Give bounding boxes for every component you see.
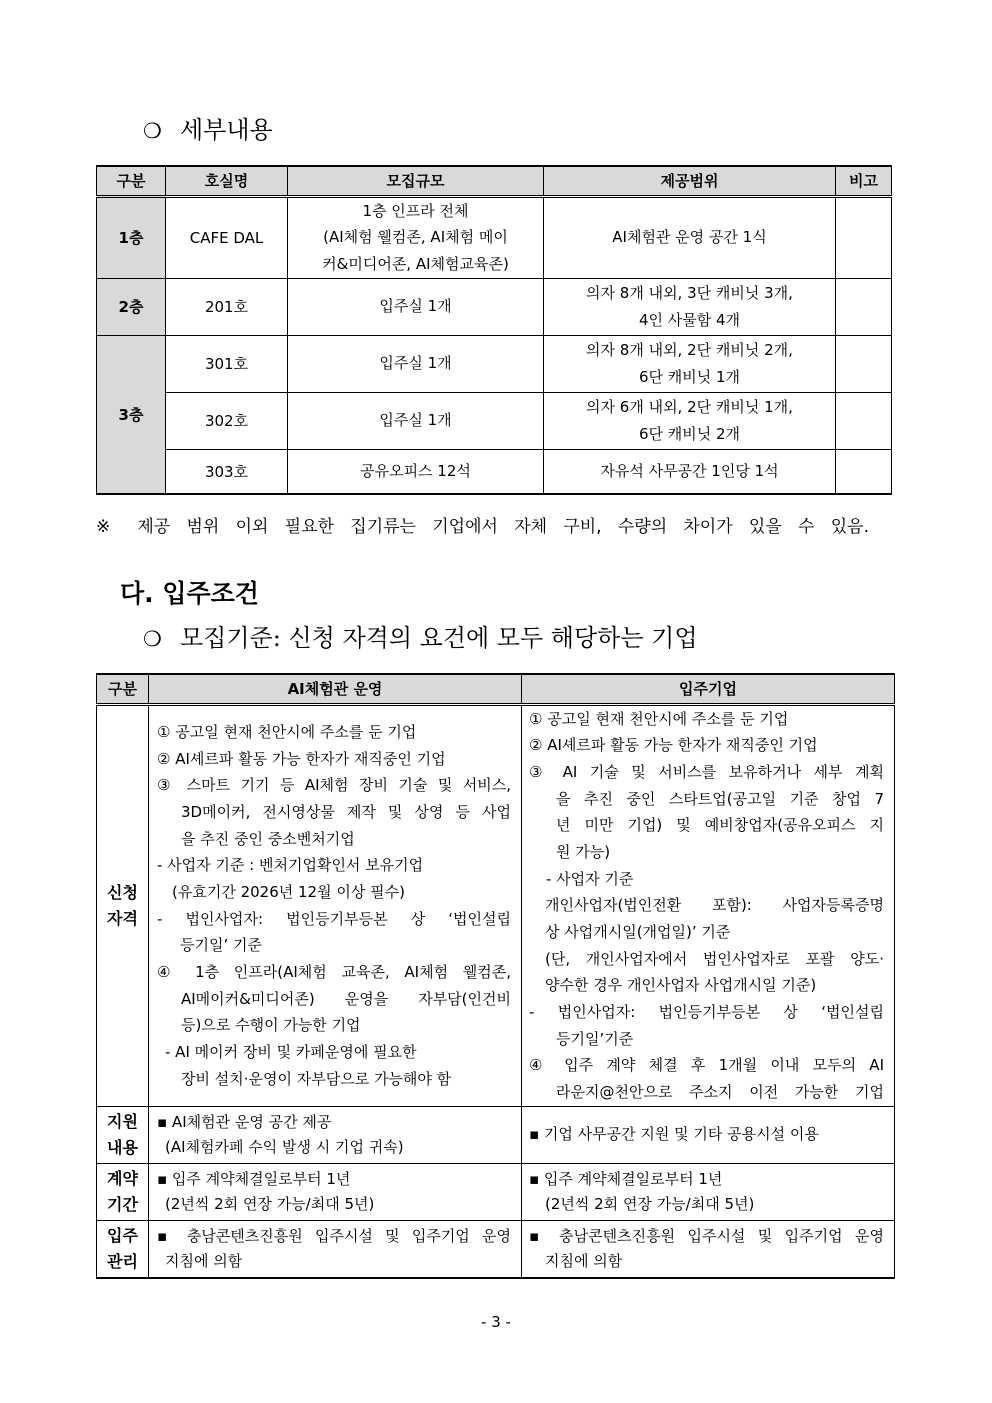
tenant-line: ② AI셰르파 활동 가능 한자가 재직중인 기업 bbox=[529, 736, 818, 755]
division-cell bbox=[97, 1106, 149, 1163]
division-line: 입주 bbox=[107, 1226, 138, 1246]
hollow-circle-bullet-icon: ❍ bbox=[143, 119, 162, 143]
tenant-line: ▪ 입주 계약체결일로부터 1년 bbox=[529, 1169, 723, 1188]
criteria-heading-text: 모집기준: 신청 자격의 요건에 모두 해당하는 기업 bbox=[180, 624, 698, 652]
remark-cell bbox=[836, 278, 892, 335]
division-line: 내용 bbox=[107, 1137, 138, 1157]
operator-line: (유효기간 2026년 12월 이상 필수) bbox=[172, 882, 405, 901]
header-scale: 모집규모 bbox=[288, 166, 544, 196]
note-text: ※ 제공 범위 이외 필요한 집기류는 기업에서 자체 구비, 수량의 차이가 있을 수 있음. bbox=[96, 517, 869, 537]
operator-line: ▪ 입주 계약체결일로부터 1년 bbox=[157, 1169, 351, 1188]
scope-cell bbox=[544, 392, 836, 449]
scope-line: 의자 8개 내외, 3단 캐비닛 3개, bbox=[586, 284, 793, 302]
header-remark: 비고 bbox=[836, 166, 892, 196]
detail-heading-text: 세부내용 bbox=[180, 116, 273, 144]
scope-cell bbox=[544, 278, 836, 335]
division-line: 관리 bbox=[107, 1252, 138, 1272]
tenant-line: 을 추진 중인 스타트업(공고일 기준 창업 7 bbox=[556, 789, 884, 808]
division-line: 지원 bbox=[107, 1111, 138, 1131]
tenant-line: - 사업자 기준 bbox=[546, 869, 634, 888]
room-name-cell: CAFE DAL bbox=[166, 196, 288, 278]
scale-line: 입주실 1개 bbox=[379, 354, 452, 373]
scale-line: 1층 인프라 전체 bbox=[362, 201, 469, 220]
scale-cell bbox=[288, 196, 544, 278]
tenant-line: 개인사업자(법인전환 포함): 사업자등록증명 bbox=[545, 896, 884, 915]
table-row bbox=[97, 449, 892, 494]
room-name-cell: 201호 bbox=[166, 278, 288, 335]
operator-line: 지침에 의함 bbox=[165, 1252, 243, 1271]
scope-line: 의자 6개 내외, 2단 캐비닛 1개, bbox=[586, 398, 793, 416]
room-name-cell: 302호 bbox=[166, 392, 288, 449]
operator-line: 3D메이커, 전시영상물 제작 및 상영 등 사업 bbox=[181, 802, 511, 821]
scope-cell bbox=[544, 335, 836, 392]
operator-cell bbox=[149, 704, 522, 1106]
scope-line: 6단 캐비닛 2개 bbox=[638, 424, 741, 443]
tenant-line: 라운지@천안으로 주소지 이전 가능한 기업 bbox=[556, 1083, 884, 1102]
header-division: 구분 bbox=[97, 674, 149, 704]
scale-cell bbox=[288, 392, 544, 449]
scope-cell bbox=[544, 449, 836, 494]
division-line: 자격 bbox=[107, 908, 138, 928]
tenant-line: ▪ 기업 사무공간 지원 및 기타 공용시설 이용 bbox=[529, 1125, 819, 1144]
tenant-line: (단, 개인사업자에서 법인사업자로 포괄 양도· bbox=[545, 949, 884, 968]
conditions-header-row bbox=[97, 674, 895, 704]
table-row bbox=[97, 278, 892, 335]
remark-cell bbox=[836, 449, 892, 494]
scope-line: 자유석 사무공간 1인당 1석 bbox=[600, 462, 779, 480]
operator-line: - 사업자 기준 : 벤처기업확인서 보유기업 bbox=[157, 856, 424, 875]
operator-cell bbox=[149, 1106, 522, 1163]
operator-line: - AI 메이커 장비 및 카페운영에 필요한 bbox=[165, 1043, 417, 1062]
tenant-line: 지침에 의함 bbox=[545, 1252, 623, 1271]
tenant-cell bbox=[522, 1220, 895, 1278]
tenant-line: 년 미만 기업) 및 예비창업자(공유오피스 지 bbox=[556, 816, 884, 835]
operator-line: ② AI셰르파 활동 가능 한자가 재직중인 기업 bbox=[157, 749, 446, 768]
operator-line: ③ 스마트 기기 등 AI체험 장비 기술 및 서비스, bbox=[157, 776, 511, 795]
scale-cell bbox=[288, 278, 544, 335]
scale-line: (AI체험 웰컴존, AI체험 메이 bbox=[323, 228, 508, 247]
tenant-cell bbox=[522, 704, 895, 1106]
division-cell bbox=[97, 1163, 149, 1220]
header-operator: AI체험관 운영 bbox=[149, 674, 522, 704]
tenant-cell bbox=[522, 1106, 895, 1163]
header-scope: 제공범위 bbox=[544, 166, 836, 196]
remark-cell bbox=[836, 335, 892, 392]
operator-line: 을 추진 중인 중소벤처기업 bbox=[181, 829, 355, 848]
header-tenant: 입주기업 bbox=[522, 674, 895, 704]
scale-cell bbox=[288, 335, 544, 392]
criteria-heading bbox=[143, 622, 698, 655]
operator-line: (2년씩 2회 연장 가능/최대 5년) bbox=[165, 1194, 375, 1213]
operator-line: - 법인사업자: 법인등기부등본 상 ‘법인설립 bbox=[157, 909, 511, 928]
division-line: 기간 bbox=[107, 1194, 138, 1214]
operator-line: ▪ 충남콘텐츠진흥원 입주시설 및 입주기업 운영 bbox=[157, 1227, 511, 1246]
operator-line: ▪ AI체험관 운영 공간 제공 bbox=[157, 1112, 332, 1131]
division-cell bbox=[97, 1220, 149, 1278]
operator-line: 장비 설치·운영이 자부담으로 가능해야 함 bbox=[181, 1069, 452, 1088]
table-row bbox=[97, 704, 895, 1106]
tenant-line: - 법인사업자: 법인등기부등본 상 ‘법인설립 bbox=[529, 1003, 884, 1022]
operator-line: ① 공고일 현재 천안시에 주소를 둔 기업 bbox=[157, 722, 417, 741]
room-name-cell: 301호 bbox=[166, 335, 288, 392]
operator-cell bbox=[149, 1220, 522, 1278]
floor-cell: 3층 bbox=[97, 335, 166, 494]
division-line: 신청 bbox=[107, 882, 138, 902]
conditions-table bbox=[96, 673, 895, 1279]
tenant-line: ④ 입주 계약 체결 후 1개월 이내 모두의 AI bbox=[529, 1056, 884, 1075]
conditions-section-title: 다. 입주조건 bbox=[120, 579, 259, 608]
header-division: 구분 bbox=[97, 166, 166, 196]
tenant-line: 등기일’기준 bbox=[556, 1029, 634, 1048]
scope-cell bbox=[544, 196, 836, 278]
scale-line: 공유오피스 12석 bbox=[360, 462, 471, 480]
rooms-header-row bbox=[97, 166, 892, 196]
tenant-line: 양수한 경우 개인사업자 사업개시일 기준) bbox=[545, 976, 817, 995]
table-row bbox=[97, 335, 892, 392]
scope-line: 4인 사물함 4개 bbox=[638, 310, 741, 329]
tenant-line: 원 가능) bbox=[556, 842, 611, 861]
scale-line: 입주실 1개 bbox=[379, 411, 452, 430]
hollow-circle-bullet-icon: ❍ bbox=[143, 627, 162, 651]
division-line: 계약 bbox=[107, 1168, 138, 1188]
floor-cell: 1층 bbox=[97, 196, 166, 278]
operator-line: 등)으로 수행이 가능한 기업 bbox=[181, 1016, 361, 1035]
header-room: 호실명 bbox=[166, 166, 288, 196]
remark-cell bbox=[836, 196, 892, 278]
operator-cell bbox=[149, 1163, 522, 1220]
scope-line: AI체험관 운영 공간 1식 bbox=[612, 228, 767, 247]
tenant-line: (2년씩 2회 연장 가능/최대 5년) bbox=[545, 1194, 755, 1213]
room-name-cell: 303호 bbox=[166, 449, 288, 494]
table-row bbox=[97, 1220, 895, 1278]
detail-heading bbox=[143, 114, 273, 147]
tenant-cell bbox=[522, 1163, 895, 1220]
division-cell bbox=[97, 704, 149, 1106]
page-number: - 3 - bbox=[481, 1313, 511, 1331]
tenant-line: 상 사업개시일(개업일)’ 기준 bbox=[545, 923, 731, 941]
table-row bbox=[97, 392, 892, 449]
tenant-line: ▪ 충남콘텐츠진흥원 입주시설 및 입주기업 운영 bbox=[529, 1227, 884, 1246]
scale-line: 커&미디어존, AI체험교육존) bbox=[322, 254, 509, 273]
tenant-line: ③ AI 기술 및 서비스를 보유하거나 세부 계획 bbox=[529, 762, 884, 781]
scope-line: 6단 캐비닛 1개 bbox=[638, 367, 741, 386]
table-row bbox=[97, 1106, 895, 1163]
rooms-table bbox=[96, 165, 892, 495]
table-row bbox=[97, 1163, 895, 1220]
tenant-line: ① 공고일 현재 천안시에 주소를 둔 기업 bbox=[529, 709, 789, 728]
scale-cell bbox=[288, 449, 544, 494]
operator-line: ④ 1층 인프라(AI체험 교육존, AI체험 웰컴존, bbox=[157, 963, 511, 982]
scope-line: 의자 8개 내외, 2단 캐비닛 2개, bbox=[586, 341, 793, 359]
floor-cell: 2층 bbox=[97, 278, 166, 335]
scale-line: 입주실 1개 bbox=[379, 297, 452, 316]
operator-line: AI메이커&미디어존) 운영을 자부담(인건비 bbox=[181, 989, 511, 1008]
table-row bbox=[97, 196, 892, 278]
operator-line: 등기일’ 기준 bbox=[180, 936, 262, 955]
operator-line: (AI체험카페 수익 발생 시 기업 귀속) bbox=[165, 1137, 404, 1156]
remark-cell bbox=[836, 392, 892, 449]
